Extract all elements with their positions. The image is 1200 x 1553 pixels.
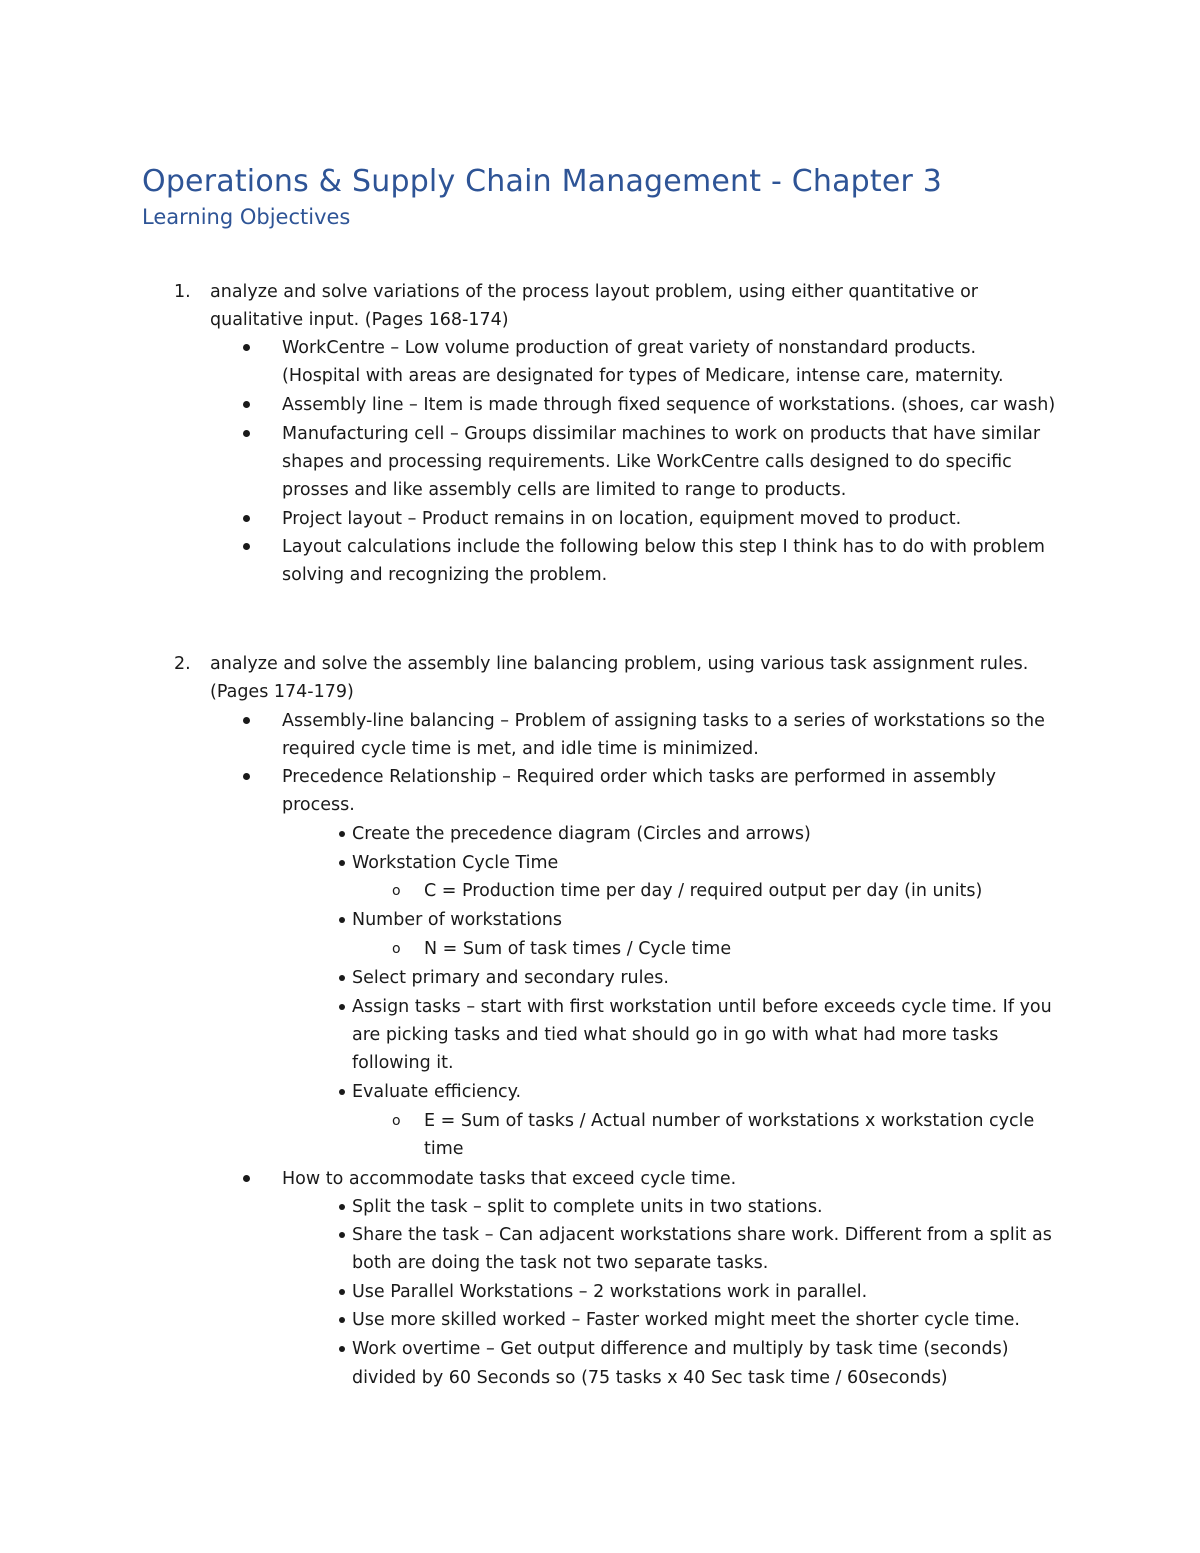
list-number: 2. <box>174 654 191 674</box>
formula-text: time <box>424 1139 464 1159</box>
list-item-text: prosses and like assembly cells are limited to range to products. <box>282 480 847 500</box>
circle-bullet-icon: o <box>392 1113 401 1129</box>
bullet-icon <box>339 1232 345 1238</box>
list-item-text: solving and recognizing the problem. <box>282 565 608 585</box>
list-item-text: Split the task – split to complete units in two stations. <box>352 1197 823 1217</box>
circle-bullet-icon: o <box>392 883 401 899</box>
bullet-icon <box>243 773 250 780</box>
list-item-text: Project layout – Product remains in on location, equipment moved to product. <box>282 509 962 529</box>
list-item-text: both are doing the task not two separate tasks. <box>352 1253 769 1273</box>
bullet-icon <box>339 975 345 981</box>
list-item-text: are picking tasks and tied what should go in go with what had more tasks <box>352 1025 999 1045</box>
formula-text: E = Sum of tasks / Actual number of workstations x workstation cycle <box>424 1111 1035 1131</box>
list-item-text: required cycle time is met, and idle time is minimized. <box>282 739 759 759</box>
list-item-text: Evaluate efficiency. <box>352 1082 522 1102</box>
list-item-text: WorkCentre – Low volume production of great variety of nonstandard products. <box>282 338 977 358</box>
list-item-text: shapes and processing requirements. Like WorkCentre calls designed to do specific <box>282 452 1012 472</box>
document-subtitle: Learning Objectives <box>142 205 351 229</box>
bullet-icon <box>339 831 345 837</box>
list-item-text: Manufacturing cell – Groups dissimilar machines to work on products that have similar <box>282 424 1041 444</box>
bullet-icon <box>243 515 250 522</box>
bullet-icon <box>243 717 250 724</box>
list-number: 1. <box>174 282 191 302</box>
list-item-text: Precedence Relationship – Required order which tasks are performed in assembly <box>282 767 996 787</box>
list-item-text: following it. <box>352 1053 454 1073</box>
list-item-text: Assembly-line balancing – Problem of assigning tasks to a series of workstations so the <box>282 711 1045 731</box>
bullet-icon <box>339 1004 345 1010</box>
list-item-text: Assembly line – Item is made through fixed sequence of workstations. (shoes, car wash) <box>282 395 1056 415</box>
bullet-icon <box>339 1204 345 1210</box>
list-item-text: How to accommodate tasks that exceed cycle time. <box>282 1169 737 1189</box>
bullet-icon <box>243 543 250 550</box>
list-item-text: Create the precedence diagram (Circles and arrows) <box>352 824 811 844</box>
list-item-text: Share the task – Can adjacent workstations share work. Different from a split as <box>352 1225 1052 1245</box>
formula-text: N = Sum of task times / Cycle time <box>424 939 732 959</box>
bullet-icon <box>339 1317 345 1323</box>
list-item-text: Select primary and secondary rules. <box>352 968 669 988</box>
list-item-text: Use Parallel Workstations – 2 workstations work in parallel. <box>352 1282 868 1302</box>
objective-text: analyze and solve variations of the process layout problem, using either quantitative or <box>210 282 978 302</box>
list-item-text: Use more skilled worked – Faster worked might meet the shorter cycle time. <box>352 1310 1020 1330</box>
circle-bullet-icon: o <box>392 941 401 957</box>
objective-text: analyze and solve the assembly line balancing problem, using various task assignment rules. <box>210 654 1029 674</box>
objective-text: (Pages 174-179) <box>210 682 354 702</box>
list-item-text: Layout calculations include the following below this step I think has to do with problem <box>282 537 1045 557</box>
bullet-icon <box>243 344 250 351</box>
list-item-text: (Hospital with areas are designated for types of Medicare, intense care, maternity. <box>282 366 1004 386</box>
list-item-text: Work overtime – Get output difference and multiply by task time (seconds) <box>352 1339 1009 1359</box>
formula-text: C = Production time per day / required output per day (in units) <box>424 881 983 901</box>
bullet-icon <box>339 1289 345 1295</box>
bullet-icon <box>243 401 250 408</box>
objective-text: qualitative input. (Pages 168-174) <box>210 310 509 330</box>
list-item-text: divided by 60 Seconds so (75 tasks x 40 Sec task time / 60seconds) <box>352 1368 948 1388</box>
list-item-text: Assign tasks – start with first workstation until before exceeds cycle time. If you <box>352 997 1052 1017</box>
bullet-icon <box>243 430 250 437</box>
list-item-text: Number of workstations <box>352 910 562 930</box>
list-item-text: Workstation Cycle Time <box>352 853 559 873</box>
bullet-icon <box>339 1346 345 1352</box>
bullet-icon <box>339 860 345 866</box>
bullet-icon <box>243 1175 250 1182</box>
list-item-text: process. <box>282 795 355 815</box>
document-title: Operations & Supply Chain Management - Chapter 3 <box>142 164 943 199</box>
bullet-icon <box>339 1089 345 1095</box>
bullet-icon <box>339 917 345 923</box>
